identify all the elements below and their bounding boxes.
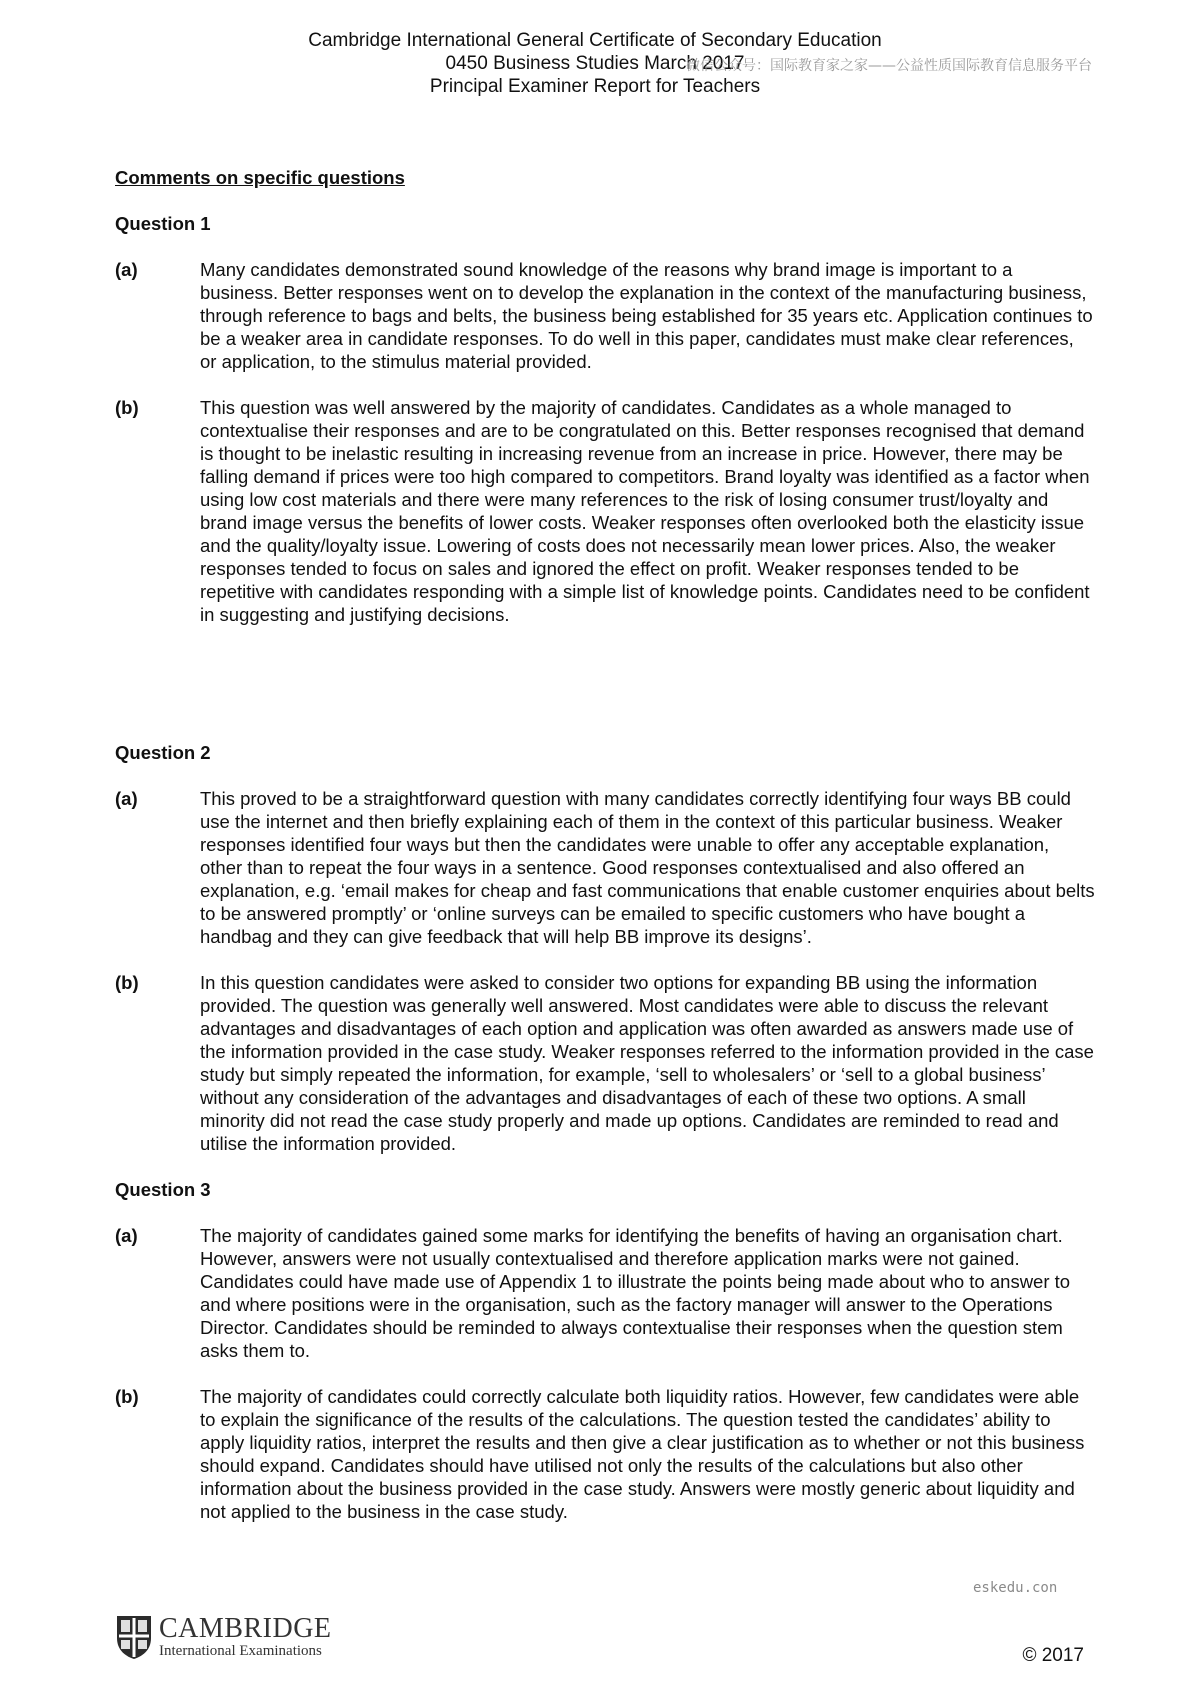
part-label: (b): [115, 972, 139, 993]
question-1-heading: Question 1: [115, 213, 211, 234]
part-label: (a): [115, 788, 138, 809]
part-text: The majority of candidates gained some marks for identifying the benefits of having an organisation chart. However, answers were not usually contextualised and therefore application marks were not gained. Candidates could have made use of Appendix 1 to illustrate the points being made about who to answer to and where positions were in the organisation, such as the factory manager will answer to the Operations Director. Candidates should be reminded to always contextualise their responses when the question stem asks them to.: [200, 1225, 1071, 1361]
part-text: This question was well answered by the majority of candidates. Candidates as a whole managed to contextualise their responses and are to be congratulated on this. Better responses recognised that demand is thought to be inelastic resulting in increasing revenue from an increase in price. However, there may be falling demand if prices were too high compared to competitors. Brand loyalty was identified as a factor when using low cost materials and there were many references to the risk of losing consumer trust/loyalty and brand image versus the benefits of lower costs. Weaker responses often overlooked both the elasticity issue and the quality/loyalty issue. Lowering of costs does not necessarily mean lower prices. Also, the weaker responses tended to focus on sales and ignored the effect on profit. Weaker responses tended to be repetitive with candidates responding with a simple list of knowledge points. Candidates need to be confident in suggesting and justifying decisions.: [200, 397, 1090, 625]
question-3-heading: Question 3: [115, 1179, 211, 1200]
cambridge-logo: [115, 1614, 332, 1660]
watermark-bottom: eskedu.con: [973, 1580, 1058, 1596]
part-text: In this question candidates were asked to consider two options for expanding BB using the information provided. The question was generally well answered. Most candidates were able to discuss the relevant advantages and disadvantages of each option and application was often awarded as answers made use of the information provided in the case study. Weaker responses referred to the information provided in the case study but simply repeated the information, for example, ‘sell to wholesalers’ or ‘sell to a global business’ without any consideration of the advantages and disadvantages of each of these two options. A small minority did not read the case study properly and made up options. Candidates are reminded to read and utilise the information provided.: [200, 972, 1094, 1154]
question-2a: [115, 787, 1095, 948]
header-line-3: Principal Examiner Report for Teachers: [429, 76, 761, 97]
cambridge-crest-icon: [115, 1614, 153, 1660]
copyright: © 2017: [1022, 1645, 1084, 1666]
question-1b: [115, 396, 1095, 626]
section-heading: Comments on specific questions: [115, 167, 405, 188]
question-2b: [115, 971, 1095, 1155]
logo-name: CAMBRIDGE: [159, 1612, 332, 1644]
report-body: [115, 166, 1095, 1546]
part-label: (a): [115, 259, 138, 280]
question-3b: [115, 1385, 1095, 1523]
part-label: (a): [115, 1225, 138, 1246]
logo-subtitle: International Examinations: [159, 1642, 322, 1659]
spacer: [115, 649, 1095, 741]
watermark-top: 微信公众号：国际教育家之家——公益性质国际教育信息服务平台: [686, 58, 1092, 74]
part-text: The majority of candidates could correctly calculate both liquidity ratios. However, few candidates were able to explain the significance of the results of the calculations. The question tested the candidates’ ability to apply liquidity ratios, interpret the results and then give a clear justification as to whether or not this business should expand. Candidates should have utilised not only the results of the calculations but also other information about the business provided in the case study. Answers were mostly generic about liquidity and not applied to the business in the case study.: [200, 1386, 1085, 1522]
question-2-heading: Question 2: [115, 742, 211, 763]
header-line-2: 0450 Business Studies March 2017: [445, 53, 745, 74]
part-label: (b): [115, 1386, 139, 1407]
question-3a: [115, 1224, 1095, 1362]
part-label: (b): [115, 397, 139, 418]
part-text: This proved to be a straightforward question with many candidates correctly identifying four ways BB could use the internet and then briefly explaining each of them in the context of this particular business. Weaker responses identified four ways but then the candidates were unable to offer any acceptable explanation, other than to repeat the four ways in a sentence. Good responses contextualised and also offered an explanation, e.g. ‘email makes for cheap and fast communications that enable customer enquiries about belts to be answered promptly’ or ‘online surveys can be emailed to specific customers who have bought a handbag and they can give feedback that will help BB improve its designs’.: [200, 788, 1095, 947]
header-line-1: Cambridge International General Certificate of Secondary Education: [308, 30, 882, 51]
part-text: Many candidates demonstrated sound knowledge of the reasons why brand image is important to a business. Better responses went on to develop the explanation in the context of the manufacturing business, through reference to bags and belts, the business being established for 35 years etc. Application continues to be a weaker area in candidate responses. To do well in this paper, candidates must make clear references, or application, to the stimulus material provided.: [200, 259, 1093, 372]
question-1a: [115, 258, 1095, 373]
